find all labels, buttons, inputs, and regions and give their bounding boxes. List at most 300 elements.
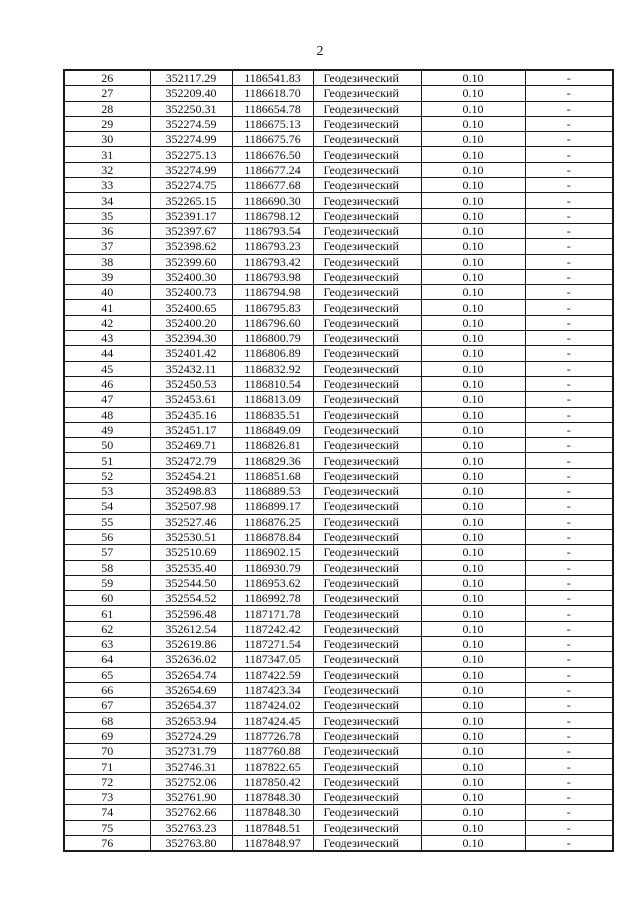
table-row: [64, 667, 613, 682]
x-coordinate-cell: 352612.54: [150, 621, 232, 636]
method-cell: Геодезический: [313, 698, 421, 713]
accuracy-cell: 0.10: [421, 453, 525, 468]
point-number-cell: 47: [64, 392, 150, 407]
x-coordinate-cell: 352265.15: [150, 193, 232, 208]
coordinates-table-body: [64, 70, 613, 851]
point-number-cell: 55: [64, 514, 150, 529]
table-row: [64, 101, 613, 116]
y-coordinate-cell: 1186992.78: [232, 591, 313, 606]
note-cell: -: [525, 285, 613, 300]
accuracy-cell: 0.10: [421, 468, 525, 483]
note-cell: -: [525, 805, 613, 820]
point-number-cell: 45: [64, 361, 150, 376]
accuracy-cell: 0.10: [421, 178, 525, 193]
note-cell: -: [525, 132, 613, 147]
note-cell: -: [525, 468, 613, 483]
table-row: [64, 376, 613, 391]
table-row: [64, 636, 613, 651]
x-coordinate-cell: 352432.11: [150, 361, 232, 376]
table-row: [64, 392, 613, 407]
method-cell: Геодезический: [313, 560, 421, 575]
y-coordinate-cell: 1187271.54: [232, 636, 313, 651]
method-cell: Геодезический: [313, 713, 421, 728]
table-row: [64, 239, 613, 254]
y-coordinate-cell: 1187424.02: [232, 698, 313, 713]
x-coordinate-cell: 352400.30: [150, 269, 232, 284]
x-coordinate-cell: 352274.75: [150, 178, 232, 193]
method-cell: Геодезический: [313, 208, 421, 223]
accuracy-cell: 0.10: [421, 376, 525, 391]
accuracy-cell: 0.10: [421, 254, 525, 269]
point-number-cell: 46: [64, 376, 150, 391]
accuracy-cell: 0.10: [421, 208, 525, 223]
accuracy-cell: 0.10: [421, 820, 525, 835]
method-cell: Геодезический: [313, 820, 421, 835]
table-row: [64, 285, 613, 300]
method-cell: Геодезический: [313, 285, 421, 300]
y-coordinate-cell: 1186806.89: [232, 346, 313, 361]
accuracy-cell: 0.10: [421, 682, 525, 697]
method-cell: Геодезический: [313, 132, 421, 147]
point-number-cell: 38: [64, 254, 150, 269]
x-coordinate-cell: 352274.99: [150, 162, 232, 177]
table-row: [64, 545, 613, 560]
point-number-cell: 57: [64, 545, 150, 560]
table-row: [64, 728, 613, 743]
accuracy-cell: 0.10: [421, 162, 525, 177]
method-cell: Геодезический: [313, 682, 421, 697]
table-row: [64, 361, 613, 376]
x-coordinate-cell: 352400.20: [150, 315, 232, 330]
y-coordinate-cell: 1187726.78: [232, 728, 313, 743]
y-coordinate-cell: 1186813.09: [232, 392, 313, 407]
note-cell: -: [525, 545, 613, 560]
point-number-cell: 67: [64, 698, 150, 713]
y-coordinate-cell: 1186899.17: [232, 499, 313, 514]
accuracy-cell: 0.10: [421, 315, 525, 330]
table-row: [64, 774, 613, 789]
point-number-cell: 74: [64, 805, 150, 820]
y-coordinate-cell: 1187242.42: [232, 621, 313, 636]
accuracy-cell: 0.10: [421, 805, 525, 820]
note-cell: -: [525, 728, 613, 743]
point-number-cell: 36: [64, 223, 150, 238]
x-coordinate-cell: 352510.69: [150, 545, 232, 560]
method-cell: Геодезический: [313, 376, 421, 391]
x-coordinate-cell: 352619.86: [150, 636, 232, 651]
table-row: [64, 591, 613, 606]
accuracy-cell: 0.10: [421, 193, 525, 208]
note-cell: -: [525, 713, 613, 728]
note-cell: -: [525, 361, 613, 376]
point-number-cell: 56: [64, 529, 150, 544]
note-cell: -: [525, 560, 613, 575]
table-row: [64, 116, 613, 131]
table-row: [64, 698, 613, 713]
note-cell: -: [525, 529, 613, 544]
x-coordinate-cell: 352400.65: [150, 300, 232, 315]
point-number-cell: 35: [64, 208, 150, 223]
y-coordinate-cell: 1186793.54: [232, 223, 313, 238]
point-number-cell: 30: [64, 132, 150, 147]
note-cell: -: [525, 774, 613, 789]
accuracy-cell: 0.10: [421, 407, 525, 422]
note-cell: -: [525, 744, 613, 759]
point-number-cell: 62: [64, 621, 150, 636]
point-number-cell: 33: [64, 178, 150, 193]
point-number-cell: 41: [64, 300, 150, 315]
table-row: [64, 499, 613, 514]
y-coordinate-cell: 1186654.78: [232, 101, 313, 116]
y-coordinate-cell: 1186826.81: [232, 438, 313, 453]
accuracy-cell: 0.10: [421, 285, 525, 300]
x-coordinate-cell: 352762.66: [150, 805, 232, 820]
y-coordinate-cell: 1186930.79: [232, 560, 313, 575]
table-row: [64, 560, 613, 575]
x-coordinate-cell: 352654.74: [150, 667, 232, 682]
accuracy-cell: 0.10: [421, 239, 525, 254]
point-number-cell: 53: [64, 484, 150, 499]
point-number-cell: 63: [64, 636, 150, 651]
point-number-cell: 32: [64, 162, 150, 177]
table-row: [64, 254, 613, 269]
method-cell: Геодезический: [313, 86, 421, 101]
table-row: [64, 835, 613, 851]
point-number-cell: 49: [64, 422, 150, 437]
y-coordinate-cell: 1187423.34: [232, 682, 313, 697]
table-row: [64, 575, 613, 590]
accuracy-cell: 0.10: [421, 438, 525, 453]
x-coordinate-cell: 352453.61: [150, 392, 232, 407]
y-coordinate-cell: 1186798.12: [232, 208, 313, 223]
point-number-cell: 54: [64, 499, 150, 514]
y-coordinate-cell: 1186677.24: [232, 162, 313, 177]
x-coordinate-cell: 352763.23: [150, 820, 232, 835]
y-coordinate-cell: 1186851.68: [232, 468, 313, 483]
table-row: [64, 484, 613, 499]
accuracy-cell: 0.10: [421, 789, 525, 804]
accuracy-cell: 0.10: [421, 300, 525, 315]
accuracy-cell: 0.10: [421, 331, 525, 346]
x-coordinate-cell: 352636.02: [150, 652, 232, 667]
note-cell: -: [525, 315, 613, 330]
table-row: [64, 208, 613, 223]
method-cell: Геодезический: [313, 514, 421, 529]
y-coordinate-cell: 1187424.45: [232, 713, 313, 728]
table-row: [64, 269, 613, 284]
coordinates-table: [63, 69, 614, 852]
note-cell: -: [525, 575, 613, 590]
method-cell: Геодезический: [313, 575, 421, 590]
y-coordinate-cell: 1186835.51: [232, 407, 313, 422]
note-cell: -: [525, 147, 613, 162]
x-coordinate-cell: 352275.13: [150, 147, 232, 162]
method-cell: Геодезический: [313, 269, 421, 284]
accuracy-cell: 0.10: [421, 484, 525, 499]
x-coordinate-cell: 352274.99: [150, 132, 232, 147]
accuracy-cell: 0.10: [421, 223, 525, 238]
method-cell: Геодезический: [313, 178, 421, 193]
x-coordinate-cell: 352472.79: [150, 453, 232, 468]
x-coordinate-cell: 352654.37: [150, 698, 232, 713]
point-number-cell: 72: [64, 774, 150, 789]
x-coordinate-cell: 352397.67: [150, 223, 232, 238]
accuracy-cell: 0.10: [421, 606, 525, 621]
method-cell: Геодезический: [313, 774, 421, 789]
y-coordinate-cell: 1186675.13: [232, 116, 313, 131]
x-coordinate-cell: 352398.62: [150, 239, 232, 254]
table-row: [64, 606, 613, 621]
y-coordinate-cell: 1186675.76: [232, 132, 313, 147]
y-coordinate-cell: 1186793.23: [232, 239, 313, 254]
method-cell: Геодезический: [313, 346, 421, 361]
table-row: [64, 468, 613, 483]
point-number-cell: 28: [64, 101, 150, 116]
table-row: [64, 193, 613, 208]
accuracy-cell: 0.10: [421, 698, 525, 713]
y-coordinate-cell: 1187760.88: [232, 744, 313, 759]
point-number-cell: 27: [64, 86, 150, 101]
x-coordinate-cell: 352400.73: [150, 285, 232, 300]
method-cell: Геодезический: [313, 529, 421, 544]
method-cell: Геодезический: [313, 254, 421, 269]
point-number-cell: 52: [64, 468, 150, 483]
method-cell: Геодезический: [313, 591, 421, 606]
x-coordinate-cell: 352391.17: [150, 208, 232, 223]
note-cell: -: [525, 422, 613, 437]
x-coordinate-cell: 352450.53: [150, 376, 232, 391]
point-number-cell: 51: [64, 453, 150, 468]
note-cell: -: [525, 376, 613, 391]
note-cell: -: [525, 682, 613, 697]
point-number-cell: 34: [64, 193, 150, 208]
accuracy-cell: 0.10: [421, 361, 525, 376]
note-cell: -: [525, 759, 613, 774]
note-cell: -: [525, 789, 613, 804]
y-coordinate-cell: 1186793.98: [232, 269, 313, 284]
table-row: [64, 652, 613, 667]
point-number-cell: 31: [64, 147, 150, 162]
y-coordinate-cell: 1186878.84: [232, 529, 313, 544]
y-coordinate-cell: 1186902.15: [232, 545, 313, 560]
accuracy-cell: 0.10: [421, 545, 525, 560]
y-coordinate-cell: 1187850.42: [232, 774, 313, 789]
x-coordinate-cell: 352209.40: [150, 86, 232, 101]
x-coordinate-cell: 352596.48: [150, 606, 232, 621]
x-coordinate-cell: 352544.50: [150, 575, 232, 590]
point-number-cell: 40: [64, 285, 150, 300]
table-row: [64, 789, 613, 804]
point-number-cell: 26: [64, 70, 150, 86]
accuracy-cell: 0.10: [421, 652, 525, 667]
y-coordinate-cell: 1186690.30: [232, 193, 313, 208]
accuracy-cell: 0.10: [421, 728, 525, 743]
y-coordinate-cell: 1186889.53: [232, 484, 313, 499]
accuracy-cell: 0.10: [421, 636, 525, 651]
table-row: [64, 453, 613, 468]
note-cell: -: [525, 820, 613, 835]
x-coordinate-cell: 352746.31: [150, 759, 232, 774]
accuracy-cell: 0.10: [421, 346, 525, 361]
point-number-cell: 69: [64, 728, 150, 743]
y-coordinate-cell: 1186849.09: [232, 422, 313, 437]
y-coordinate-cell: 1187422.59: [232, 667, 313, 682]
method-cell: Геодезический: [313, 101, 421, 116]
accuracy-cell: 0.10: [421, 269, 525, 284]
method-cell: Геодезический: [313, 223, 421, 238]
note-cell: -: [525, 392, 613, 407]
accuracy-cell: 0.10: [421, 514, 525, 529]
method-cell: Геодезический: [313, 484, 421, 499]
note-cell: -: [525, 407, 613, 422]
method-cell: Геодезический: [313, 652, 421, 667]
accuracy-cell: 0.10: [421, 86, 525, 101]
x-coordinate-cell: 352763.80: [150, 835, 232, 851]
x-coordinate-cell: 352498.83: [150, 484, 232, 499]
accuracy-cell: 0.10: [421, 591, 525, 606]
method-cell: Геодезический: [313, 636, 421, 651]
accuracy-cell: 0.10: [421, 147, 525, 162]
x-coordinate-cell: 352401.42: [150, 346, 232, 361]
table-row: [64, 820, 613, 835]
method-cell: Геодезический: [313, 438, 421, 453]
accuracy-cell: 0.10: [421, 70, 525, 86]
method-cell: Геодезический: [313, 621, 421, 636]
point-number-cell: 59: [64, 575, 150, 590]
x-coordinate-cell: 352435.16: [150, 407, 232, 422]
note-cell: -: [525, 208, 613, 223]
x-coordinate-cell: 352761.90: [150, 789, 232, 804]
note-cell: -: [525, 698, 613, 713]
note-cell: -: [525, 346, 613, 361]
table-row: [64, 223, 613, 238]
point-number-cell: 64: [64, 652, 150, 667]
x-coordinate-cell: 352399.60: [150, 254, 232, 269]
accuracy-cell: 0.10: [421, 560, 525, 575]
x-coordinate-cell: 352527.46: [150, 514, 232, 529]
point-number-cell: 60: [64, 591, 150, 606]
method-cell: Геодезический: [313, 162, 421, 177]
y-coordinate-cell: 1186541.83: [232, 70, 313, 86]
accuracy-cell: 0.10: [421, 116, 525, 131]
point-number-cell: 29: [64, 116, 150, 131]
note-cell: -: [525, 606, 613, 621]
table-row: [64, 621, 613, 636]
method-cell: Геодезический: [313, 759, 421, 774]
point-number-cell: 70: [64, 744, 150, 759]
table-row: [64, 529, 613, 544]
point-number-cell: 66: [64, 682, 150, 697]
note-cell: -: [525, 652, 613, 667]
method-cell: Геодезический: [313, 545, 421, 560]
table-row: [64, 331, 613, 346]
x-coordinate-cell: 352117.29: [150, 70, 232, 86]
y-coordinate-cell: 1186953.62: [232, 575, 313, 590]
y-coordinate-cell: 1186810.54: [232, 376, 313, 391]
point-number-cell: 68: [64, 713, 150, 728]
y-coordinate-cell: 1186676.50: [232, 147, 313, 162]
method-cell: Геодезический: [313, 499, 421, 514]
point-number-cell: 43: [64, 331, 150, 346]
note-cell: -: [525, 101, 613, 116]
accuracy-cell: 0.10: [421, 132, 525, 147]
table-row: [64, 438, 613, 453]
y-coordinate-cell: 1186795.83: [232, 300, 313, 315]
table-row: [64, 315, 613, 330]
y-coordinate-cell: 1186829.36: [232, 453, 313, 468]
y-coordinate-cell: 1186794.98: [232, 285, 313, 300]
method-cell: Геодезический: [313, 744, 421, 759]
y-coordinate-cell: 1187171.78: [232, 606, 313, 621]
table-row: [64, 514, 613, 529]
point-number-cell: 39: [64, 269, 150, 284]
x-coordinate-cell: 352530.51: [150, 529, 232, 544]
accuracy-cell: 0.10: [421, 101, 525, 116]
table-row: [64, 682, 613, 697]
method-cell: Геодезический: [313, 300, 421, 315]
x-coordinate-cell: 352654.69: [150, 682, 232, 697]
method-cell: Геодезический: [313, 422, 421, 437]
accuracy-cell: 0.10: [421, 713, 525, 728]
note-cell: -: [525, 591, 613, 606]
note-cell: -: [525, 453, 613, 468]
method-cell: Геодезический: [313, 70, 421, 86]
table-row: [64, 86, 613, 101]
x-coordinate-cell: 352724.29: [150, 728, 232, 743]
table-row: [64, 407, 613, 422]
method-cell: Геодезический: [313, 805, 421, 820]
note-cell: -: [525, 331, 613, 346]
point-number-cell: 71: [64, 759, 150, 774]
note-cell: -: [525, 269, 613, 284]
x-coordinate-cell: 352653.94: [150, 713, 232, 728]
table-row: [64, 713, 613, 728]
y-coordinate-cell: 1187848.51: [232, 820, 313, 835]
accuracy-cell: 0.10: [421, 392, 525, 407]
point-number-cell: 48: [64, 407, 150, 422]
method-cell: Геодезический: [313, 789, 421, 804]
point-number-cell: 75: [64, 820, 150, 835]
note-cell: -: [525, 70, 613, 86]
y-coordinate-cell: 1187347.05: [232, 652, 313, 667]
method-cell: Геодезический: [313, 468, 421, 483]
note-cell: -: [525, 484, 613, 499]
note-cell: -: [525, 300, 613, 315]
table-row: [64, 147, 613, 162]
method-cell: Геодезический: [313, 835, 421, 851]
y-coordinate-cell: 1186800.79: [232, 331, 313, 346]
point-number-cell: 50: [64, 438, 150, 453]
accuracy-cell: 0.10: [421, 529, 525, 544]
point-number-cell: 42: [64, 315, 150, 330]
note-cell: -: [525, 178, 613, 193]
note-cell: -: [525, 162, 613, 177]
x-coordinate-cell: 352535.40: [150, 560, 232, 575]
note-cell: -: [525, 86, 613, 101]
point-number-cell: 61: [64, 606, 150, 621]
point-number-cell: 76: [64, 835, 150, 851]
accuracy-cell: 0.10: [421, 575, 525, 590]
method-cell: Геодезический: [313, 606, 421, 621]
y-coordinate-cell: 1186677.68: [232, 178, 313, 193]
accuracy-cell: 0.10: [421, 744, 525, 759]
point-number-cell: 37: [64, 239, 150, 254]
y-coordinate-cell: 1187822.65: [232, 759, 313, 774]
method-cell: Геодезический: [313, 147, 421, 162]
note-cell: -: [525, 499, 613, 514]
table-row: [64, 759, 613, 774]
note-cell: -: [525, 438, 613, 453]
